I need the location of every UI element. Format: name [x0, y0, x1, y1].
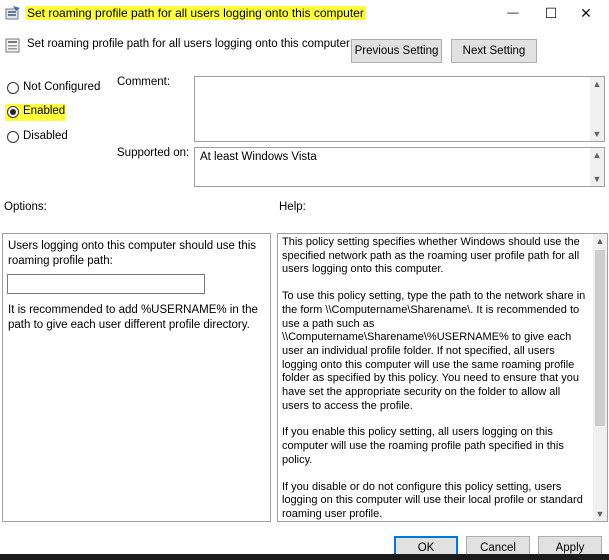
title-bar [0, 0, 609, 26]
scroll-up-icon[interactable]: ▲ [592, 79, 602, 89]
radio-disabled[interactable] [7, 130, 87, 146]
bottom-edge [0, 554, 609, 560]
supported-field [194, 147, 605, 187]
apply-button[interactable]: Apply [538, 536, 602, 560]
radio-not-configured-indicator[interactable] [7, 82, 19, 94]
options-heading: Options: [4, 201, 47, 213]
help-text [282, 236, 588, 522]
close-button[interactable] [563, 0, 609, 26]
radio-enabled[interactable] [5, 104, 65, 121]
app-icon [5, 5, 21, 20]
radio-not-configured[interactable] [7, 80, 107, 96]
radio-not-configured-label: Not Configured [23, 81, 101, 93]
radio-enabled-indicator[interactable] [7, 106, 19, 118]
policy-icon [5, 38, 21, 53]
close-icon: ✕ [580, 4, 592, 21]
path-note: It is recommended to add %USERNAME% in the path to give each user different profile directory. [8, 304, 258, 331]
ok-button[interactable]: OK [394, 536, 458, 560]
scroll-up-icon[interactable]: ▲ [595, 236, 605, 246]
scroll-down-icon[interactable]: ▼ [592, 174, 602, 184]
previous-setting-button[interactable]: Previous Setting [351, 39, 442, 63]
comment-label: Comment: [117, 76, 171, 88]
scroll-thumb[interactable] [595, 250, 605, 426]
policy-name: Set roaming profile path for all users logging onto this computer [27, 38, 350, 50]
radio-disabled-indicator[interactable] [7, 131, 19, 143]
minimize-icon: — [507, 7, 519, 19]
window-title: Set roaming profile path for all users logging onto this computer [27, 6, 364, 20]
help-heading: Help: [279, 201, 306, 213]
radio-enabled-label: Enabled [23, 105, 66, 117]
comment-textarea[interactable] [194, 76, 605, 142]
help-panel [277, 233, 608, 522]
scroll-down-icon[interactable]: ▼ [595, 509, 605, 519]
roaming-path-input[interactable] [7, 274, 205, 294]
next-setting-button[interactable]: Next Setting [451, 39, 537, 63]
radio-disabled-label: Disabled [23, 130, 68, 142]
cancel-button[interactable]: Cancel [466, 536, 530, 560]
help-scrollbar[interactable] [593, 234, 607, 521]
help-paragraph: To use this policy setting, type the path to the network share in the form \\Computername\Sharename\. It is recommended to use a path such as \\Computername\Sharename\%USERNAME% to give each user an individual profile folder. If not specified, all users logging onto this computer will use the same roaming profile folder as specified by this policy. You need to ensure that you have set the appropriate security on the folder to allow all users to access the profile. [282, 290, 586, 412]
scroll-down-icon[interactable]: ▼ [592, 129, 602, 139]
supported-value: At least Windows Vista [200, 151, 317, 163]
options-panel [2, 233, 271, 522]
path-prompt: Users logging onto this computer should use this roaming profile path: [8, 240, 257, 267]
comment-scrollbar[interactable] [590, 77, 604, 141]
supported-scrollbar[interactable] [590, 148, 604, 186]
scroll-up-icon[interactable]: ▲ [592, 150, 602, 160]
help-paragraph: If you disable or do not configure this policy setting, users logging on this computer will use their local profile or standard roaming user profile. [282, 480, 583, 520]
help-paragraph: If you enable this policy setting, all users logging on this computer will use the roaming profile path specified in this policy. [282, 426, 564, 466]
help-paragraph: This policy setting specifies whether Windows should use the specified network path as the roaming user profile path for all users logging onto this computer. [282, 236, 580, 276]
maximize-icon: ☐ [544, 4, 558, 21]
supported-label: Supported on: [117, 147, 190, 159]
